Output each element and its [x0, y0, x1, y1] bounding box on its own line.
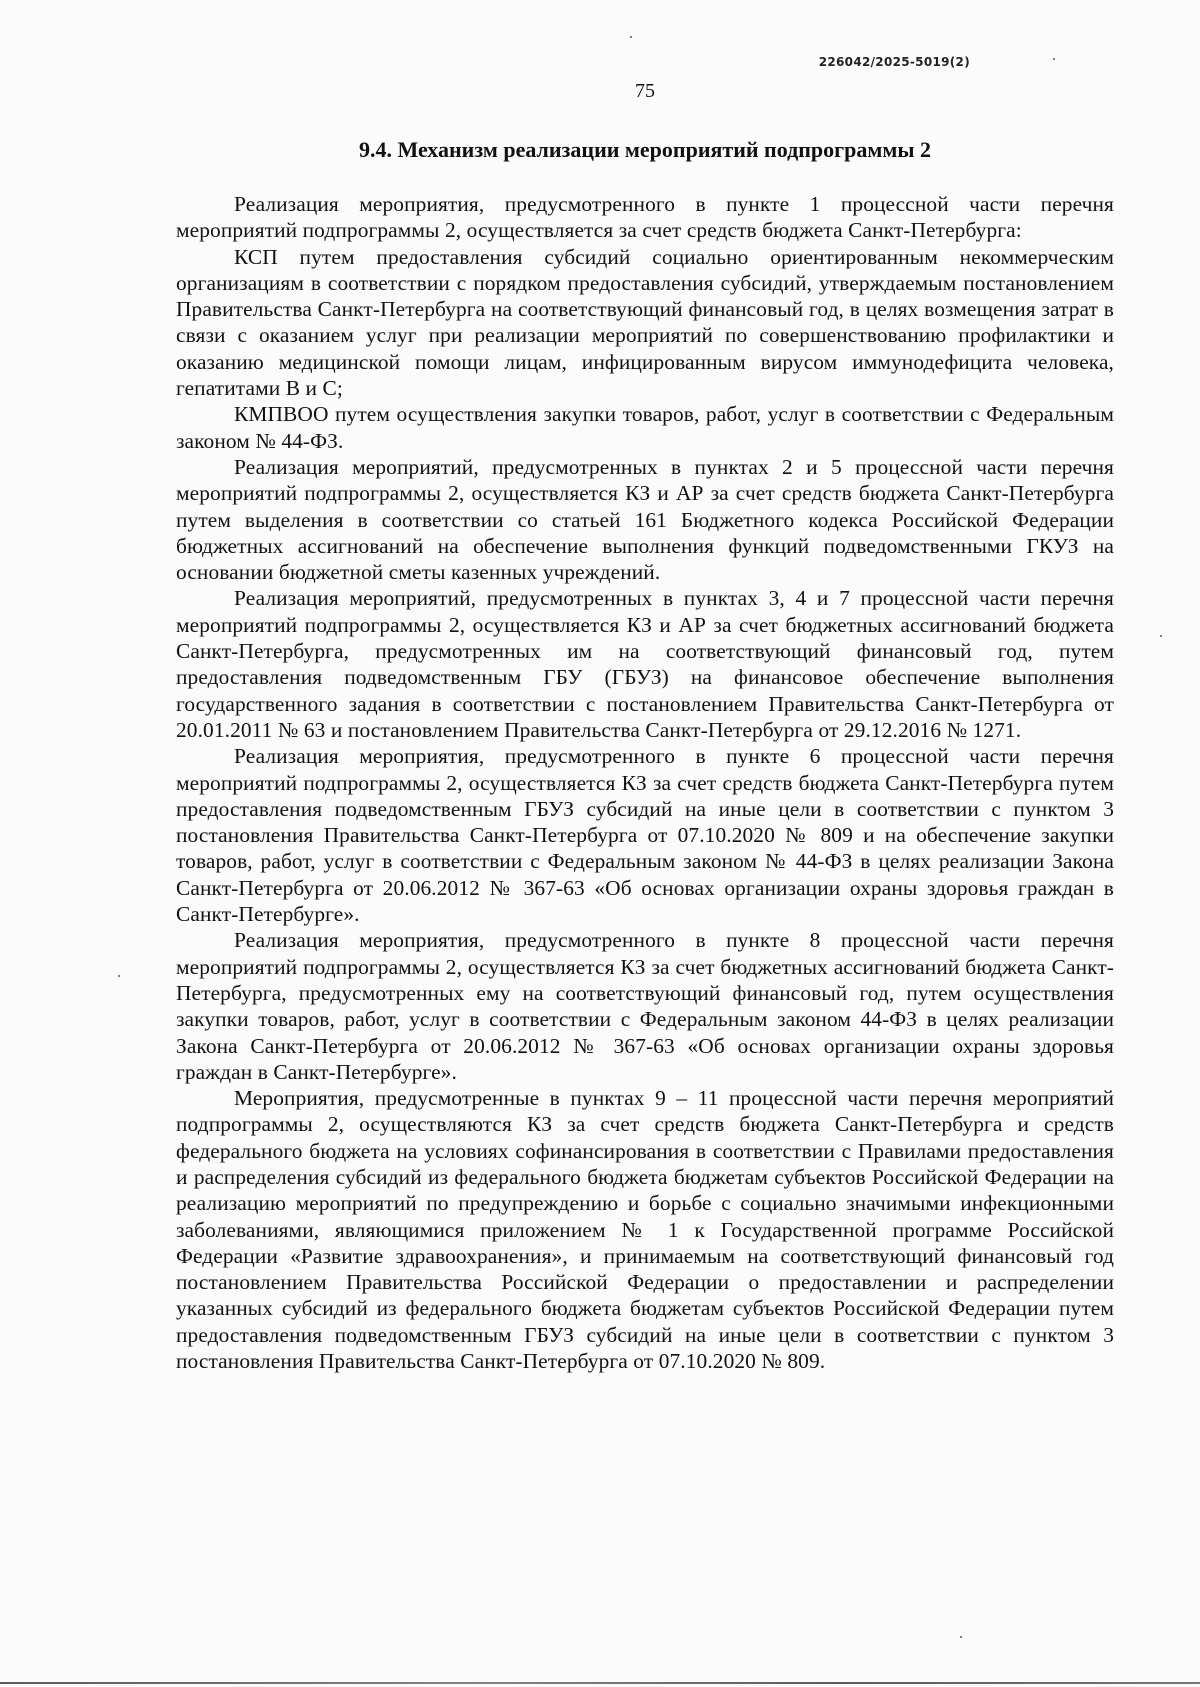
scan-speck: [630, 36, 632, 38]
paragraph: Реализация мероприятий, предусмотренных в пунктах 2 и 5 процессной части перечня мероприятий подпрограммы 2, осуществляется КЗ и АР за счет средств бюджета Санкт-Петербурга путем выделения в соответствии со статьей 161 Бюджетного кодекса Российской Федерации бюджетных ассигнований на обеспечение выполнения функций подведомственными ГКУЗ на основании бюджетной сметы казенных учреждений.: [176, 454, 1114, 585]
paragraph: Реализация мероприятия, предусмотренного в пункте 1 процессной части перечня мероприятий подпрограммы 2, осуществляется за счет средств бюджета Санкт-Петербурга:: [176, 192, 1114, 243]
paragraph: Мероприятия, предусмотренные в пунктах 9 – 11 процессной части перечня мероприятий подпрограммы 2, осуществляются КЗ за счет средств бюджета Санкт-Петербурга и средств федерального бюджета на условиях софинансирования в соответствии с Правилами предоставления и распределения субсидий из федерального бюджета бюджетам субъектов Российской Федерации на реализацию мероприятий по предупреждению и борьбе с социально значимыми инфекционными заболеваниями, являющимися приложением № 1 к Государственной программе Российской Федерации «Развитие здравоохранения», и принимаемым на соответствующий финансовый год постановлением Правительства Российской Федерации о предоставлении и распределении указанных субсидий из федерального бюджета бюджетам субъектов Российской Федерации путем предоставления подведомственным ГБУЗ субсидий на иные цели в соответствии с пунктом 3 постановления Правительства Санкт-Петербурга от 07.10.2020 № 809.: [176, 1086, 1114, 1374]
section-title: 9.4. Механизм реализации мероприятий подпрограммы 2: [358, 137, 932, 162]
scan-speck: [1053, 58, 1055, 60]
paragraph: Реализация мероприятия, предусмотренного в пункте 8 процессной части перечня мероприятий подпрограммы 2, осуществляется КЗ за счет бюджетных ассигнований бюджета Санкт-Петербурга, предусмотренных ему на соответствующий финансовый год, путем осуществления закупки товаров, работ, услуг в соответствии с Федеральным законом 44-ФЗ в целях реализации Закона Санкт-Петербурга от 20.06.2012 № 367-63 «Об основах организации охраны здоровья граждан в Санкт-Петербурге».: [176, 928, 1114, 1084]
scan-edge-line: [0, 1682, 1200, 1684]
paragraph: КСП путем предоставления субсидий социально ориентированным некоммерческим организациям в соответствии с порядком предоставления субсидий, утверждаемым постановлением Правительства Санкт-Петербурга на соответствующий финансовый год, в целях возмещения затрат в связи с оказанием услуг при реализации мероприятий по совершенствованию профилактики и оказанию медицинской помощи лицам, инфицированным вирусом иммунодефицита человека, гепатитами В и С;: [176, 244, 1114, 401]
document-body: [176, 191, 1114, 1374]
scan-speck: [1160, 635, 1162, 637]
scan-speck: [960, 1636, 962, 1638]
paragraph: Реализация мероприятий, предусмотренных в пунктах 3, 4 и 7 процессной части перечня мероприятий подпрограммы 2, осуществляется КЗ и АР за счет бюджетных ассигнований бюджета Санкт-Петербурга, предусмотренных им на соответствующий финансовый год, путем предоставления подведомственным ГБУ (ГБУЗ) на финансовое обеспечение выполнения государственного задания в соответствии с постановлением Правительства Санкт-Петербурга от 20.01.2011 № 63 и постановлением Правительства Санкт-Петербурга от 29.12.2016 № 1271.: [176, 586, 1114, 742]
page-number: 75: [635, 80, 655, 102]
paragraph: Реализация мероприятия, предусмотренного в пункте 6 процессной части перечня мероприятий подпрограммы 2, осуществляется КЗ за счет средств бюджета Санкт-Петербурга путем предоставления подведомственным ГБУЗ субсидий на иные цели в соответствии с пунктом 3 постановления Правительства Санкт-Петербурга от 07.10.2020 № 809 и на обеспечение закупки товаров, работ, услуг в соответствии с Федеральным законом № 44-ФЗ в целях реализации Закона Санкт-Петербурга от 20.06.2012 № 367-63 «Об основах организации охраны здоровья граждан в Санкт-Петербурге».: [176, 744, 1114, 927]
paragraph: КМПВОО путем осуществления закупки товаров, работ, услуг в соответствии с Федеральным законом № 44-ФЗ.: [176, 402, 1114, 453]
scan-speck: [118, 975, 120, 977]
document-registration-number: 226042/2025-5019(2): [818, 55, 970, 69]
